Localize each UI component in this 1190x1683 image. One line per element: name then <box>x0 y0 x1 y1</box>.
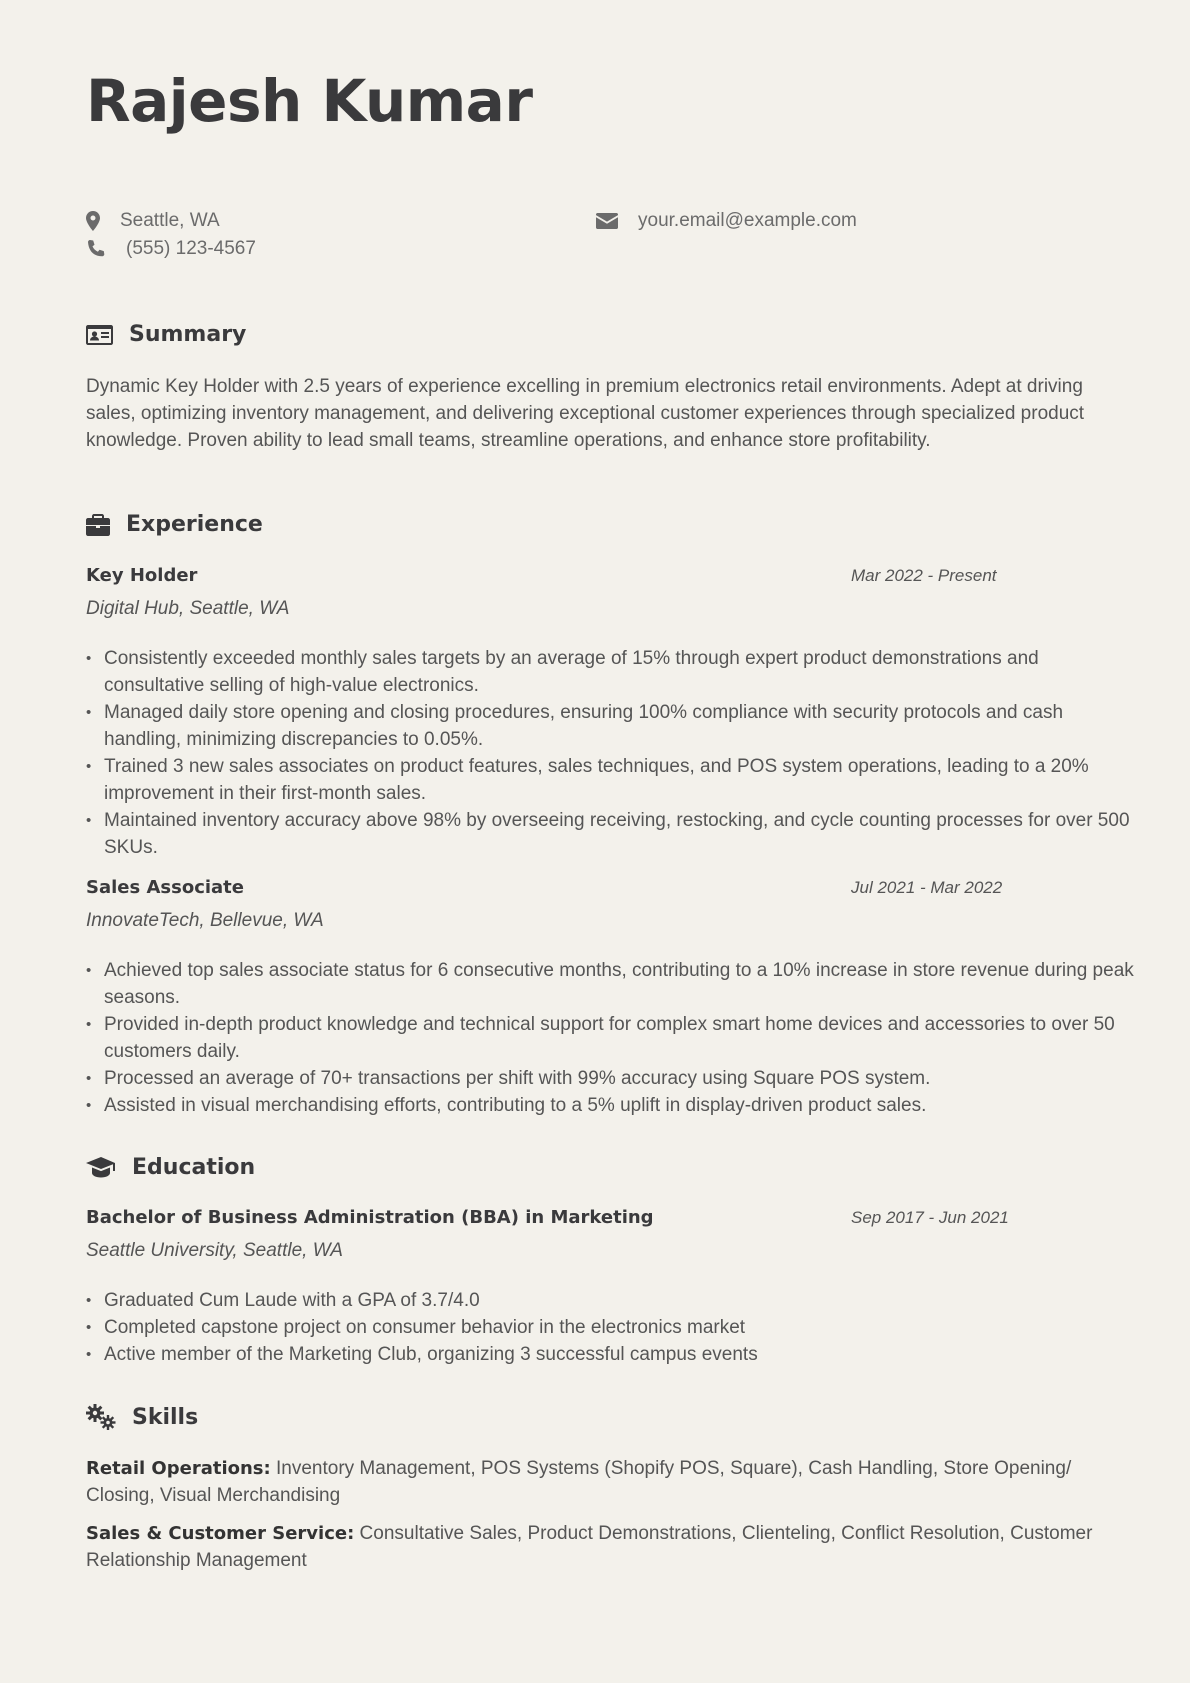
list-item: • Graduated Cum Laude with a GPA of 3.7/4.0 <box>104 1287 1134 1314</box>
list-item: • Managed daily store opening and closing procedures, ensuring 100% compliance with security protocols and cash handling, minimizing discrepancies to 0.05%. <box>104 699 1134 753</box>
experience-heading <box>86 512 263 537</box>
job-dates: Jul 2021 - Mar 2022 <box>851 878 1003 897</box>
candidate-name: Rajesh Kumar <box>86 67 533 135</box>
contact-phone <box>86 238 256 260</box>
experience-title: Experience <box>126 512 263 537</box>
degree-dates: Sep 2017 - Jun 2021 <box>851 1208 1009 1227</box>
phone-icon <box>86 239 106 259</box>
contact-location <box>86 210 220 232</box>
id-card-icon <box>86 325 113 345</box>
skill-group-text: Inventory Management, POS Systems (Shopify POS, Square), Cash Handling, Store Opening/ Closing, Visual Merchandising <box>86 1458 1072 1506</box>
job-title: Key Holder <box>86 565 198 586</box>
contact-email <box>596 210 857 232</box>
skill-group <box>86 1455 1106 1509</box>
skills-title: Skills <box>132 1404 199 1430</box>
location-text: Seattle, WA <box>120 210 220 231</box>
map-marker-icon <box>86 211 100 231</box>
skill-group-text: Consultative Sales, Product Demonstrations, Clienteling, Conflict Resolution, Customer Relationship Management <box>86 1523 1093 1571</box>
education-title: Education <box>132 1155 256 1180</box>
summary-text: Dynamic Key Holder with 2.5 years of experience excelling in premium electronics retail environments. Adept at driving sales, optimizing inventory management, and delivering exceptional customer experiences through specialized product knowledge. Proven ability to lead small teams, streamline operations, and enhance store profitability. <box>86 376 1085 451</box>
job-title: Sales Associate <box>86 877 244 898</box>
cogs-icon <box>86 1404 116 1430</box>
phone-text: (555) 123-4567 <box>126 238 256 259</box>
job-bullets <box>86 957 1134 1119</box>
job-org: Digital Hub, Seattle, WA <box>86 598 290 619</box>
skill-group-label: Retail Operations: <box>86 1458 271 1479</box>
skill-group-label: Sales & Customer Service: <box>86 1523 355 1544</box>
list-item: • Provided in-depth product knowledge and technical support for complex smart home devices and accessories to over 50 customers daily. <box>104 1011 1134 1065</box>
envelope-icon <box>596 213 618 229</box>
summary-heading <box>86 322 246 347</box>
job-org: InnovateTech, Bellevue, WA <box>86 910 324 931</box>
skills-heading <box>86 1404 198 1430</box>
list-item: • Trained 3 new sales associates on product features, sales techniques, and POS system operations, leading to a 20% improvement in their first-month sales. <box>104 753 1134 807</box>
school-name: Seattle University, Seattle, WA <box>86 1240 343 1261</box>
email-text: your.email@example.com <box>638 210 857 231</box>
graduation-cap-icon <box>86 1157 116 1179</box>
skill-group <box>86 1520 1106 1574</box>
list-item: • Processed an average of 70+ transactions per shift with 99% accuracy using Square POS system. <box>104 1065 1134 1092</box>
list-item: • Completed capstone project on consumer behavior in the electronics market <box>104 1314 1134 1341</box>
contact-block <box>86 210 1106 270</box>
list-item: • Maintained inventory accuracy above 98% by overseeing receiving, restocking, and cycle counting processes for over 500 SKUs. <box>104 807 1134 861</box>
education-bullets <box>86 1287 1134 1368</box>
summary-title: Summary <box>129 322 247 347</box>
briefcase-icon <box>86 514 110 536</box>
list-item: • Active member of the Marketing Club, organizing 3 successful campus events <box>104 1341 1134 1368</box>
job-dates: Mar 2022 - Present <box>851 566 997 585</box>
degree-title: Bachelor of Business Administration (BBA) in Marketing <box>86 1207 654 1228</box>
list-item: • Consistently exceeded monthly sales targets by an average of 15% through expert product demonstrations and consultative selling of high-value electronics. <box>104 645 1134 699</box>
list-item: • Achieved top sales associate status for 6 consecutive months, contributing to a 10% increase in store revenue during peak seasons. <box>104 957 1134 1011</box>
education-heading <box>86 1155 255 1180</box>
job-bullets <box>86 645 1134 861</box>
list-item: • Assisted in visual merchandising efforts, contributing to a 5% uplift in display-driven product sales. <box>104 1092 1134 1119</box>
